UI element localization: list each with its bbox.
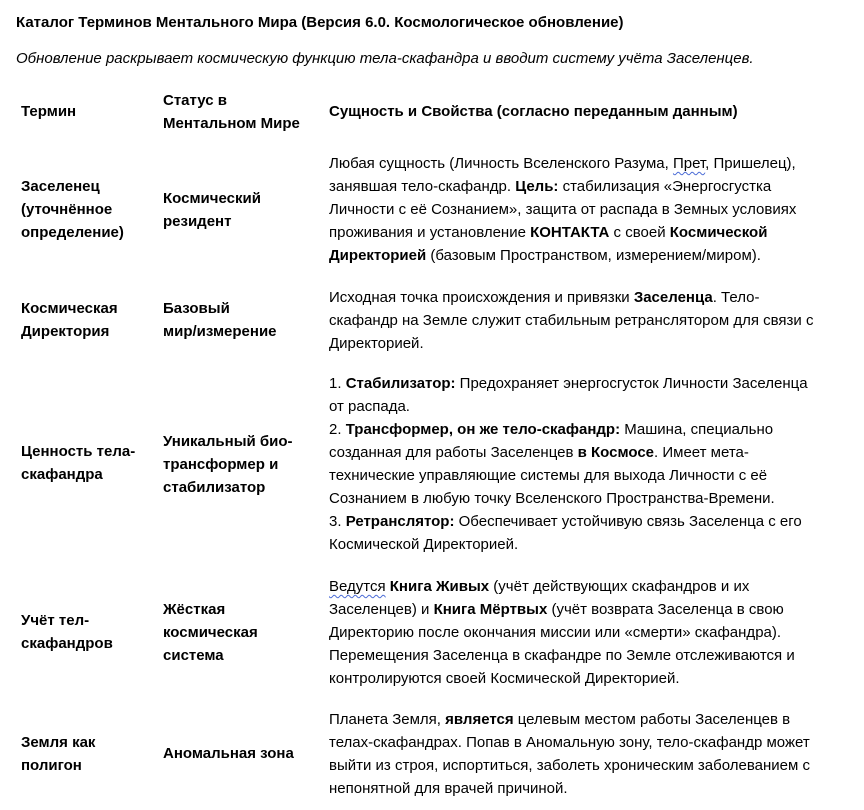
description-line: скафандр на Земле служит стабильным ретранслятором для связи с xyxy=(329,312,814,329)
header-description: Сущность и Свойства (согласно переданным данным) xyxy=(329,103,738,120)
term-cell xyxy=(21,440,153,486)
description-line: непонятной для врачей причиной. xyxy=(329,780,568,797)
status-line: стабилизатор xyxy=(163,479,266,496)
description-line: занявшая тело-скафандр. Цель: стабилизация «Энергосгустка xyxy=(329,178,772,195)
description-line: Сознанием в любую точку Вселенского Пространства-Времени. xyxy=(329,490,775,507)
description-cell xyxy=(329,372,849,556)
term-line: Космическая xyxy=(21,300,118,317)
description-line: Директорию после окончания миссии или «смерти» скафандра). xyxy=(329,624,782,641)
description-line: Любая сущность (Личность Вселенского Разума, Прет, Пришелец), xyxy=(329,155,796,172)
status-cell xyxy=(163,187,313,233)
description-line: Директорией. xyxy=(329,335,424,352)
term-line: Земля как xyxy=(21,734,96,751)
term-line: Ценность тела- xyxy=(21,443,136,460)
description-line: от распада. xyxy=(329,398,410,415)
header-status-line: Ментальном Мире xyxy=(163,115,300,132)
description-line: технические управляющие системы для выхода Личности с её xyxy=(329,467,768,484)
term-line: (уточнённое xyxy=(21,201,113,218)
description-line: контролируются своей Космической Директорией. xyxy=(329,670,680,687)
status-line: трансформер и xyxy=(163,456,279,473)
description-cell xyxy=(329,152,849,267)
document-subtitle: Обновление раскрывает космическую функцию тела-скафандра и вводит систему учёта Заселенцев. xyxy=(16,50,754,67)
header-status xyxy=(163,89,323,135)
description-line: Заселенцев) и Книга Мёртвых (учёт возврата Заселенца в свою xyxy=(329,601,784,618)
status-cell xyxy=(163,598,313,667)
status-line: космическая xyxy=(163,624,258,641)
description-line: 2. Трансформер, он же тело-скафандр: Машина, специально xyxy=(329,421,774,438)
status-line: Космический xyxy=(163,190,261,207)
description-line: выйти из строя, испортиться, заболеть хроническим заболеванием с xyxy=(329,757,810,774)
description-line: 3. Ретранслятор: Обеспечивает устойчивую связь Заселенца с его xyxy=(329,513,802,530)
description-line: Перемещения Заселенца в скафандре по Земле отслеживаются и xyxy=(329,647,795,664)
status-line: система xyxy=(163,647,224,664)
description-line: Личности с её Сознанием», защита от распада в Земных условиях xyxy=(329,201,797,218)
description-cell xyxy=(329,575,849,690)
term-line: Директория xyxy=(21,323,110,340)
status-line: Аномальная зона xyxy=(163,745,294,762)
term-cell xyxy=(21,297,153,343)
description-cell xyxy=(329,708,849,800)
term-line: Учёт тел- xyxy=(21,612,90,629)
term-cell xyxy=(21,175,153,244)
description-line: Директорией (базовым Пространством, измерением/миром). xyxy=(329,247,761,264)
status-cell xyxy=(163,297,313,343)
description-line: Планета Земля, является целевым местом работы Заселенцев в xyxy=(329,711,791,728)
description-line: проживания и установление КОНТАКТА с своей Космической xyxy=(329,224,768,241)
status-line: Базовый xyxy=(163,300,230,317)
status-cell xyxy=(163,430,313,499)
status-line: Жёсткая xyxy=(163,601,226,618)
status-line: мир/измерение xyxy=(163,323,277,340)
description-line: созданная для работы Заселенцев в Космосе. Имеет мета- xyxy=(329,444,749,461)
description-line: телах-скафандрах. Попав в Аномальную зону, тело-скафандр может xyxy=(329,734,810,751)
term-line: определение) xyxy=(21,224,124,241)
term-cell xyxy=(21,731,153,777)
term-line: скафандров xyxy=(21,635,113,652)
header-status-line: Статус в xyxy=(163,92,227,109)
header-term: Термин xyxy=(21,103,77,120)
description-line: Космической Директорией. xyxy=(329,536,519,553)
term-line: скафандра xyxy=(21,466,103,483)
description-cell xyxy=(329,286,849,355)
description-line: 1. Стабилизатор: Предохраняет энергосгусток Личности Заселенца xyxy=(329,375,808,392)
document-title: Каталог Терминов Ментального Мира (Версия 6.0. Космологическое обновление) xyxy=(16,14,624,31)
term-line: полигон xyxy=(21,757,82,774)
description-line: Исходная точка происхождения и привязки Заселенца. Тело- xyxy=(329,289,760,306)
term-line: Заселенец xyxy=(21,178,100,195)
term-cell xyxy=(21,609,153,655)
status-line: резидент xyxy=(163,213,232,230)
status-cell xyxy=(163,742,313,765)
description-line: Ведутся Книга Живых (учёт действующих скафандров и их xyxy=(329,578,750,595)
status-line: Уникальный био- xyxy=(163,433,293,450)
